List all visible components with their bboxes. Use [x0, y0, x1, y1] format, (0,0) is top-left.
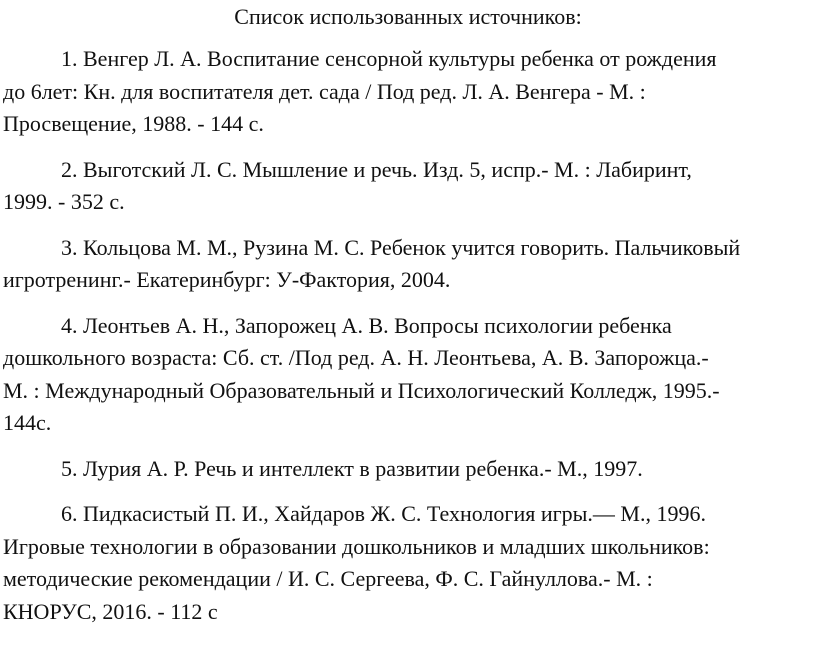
reference-6-line-3: методические рекомендации / И. С. Сергеева, Ф. С. Гайнуллова.- М. :: [3, 566, 653, 591]
reference-4-line-3: М. : Международный Образовательный и Психологический Колледж, 1995.-: [3, 377, 720, 403]
reference-4-line-4: 144с.: [3, 410, 52, 435]
document-title: Список использованных источников:: [234, 4, 582, 29]
reference-item-5: [3, 453, 813, 486]
reference-item-3: [3, 232, 813, 297]
reference-list: [3, 43, 813, 641]
reference-6-line-4: КНОРУС, 2016. - 112 с: [3, 598, 218, 624]
reference-1-line-1: 1. Венгер Л. А. Воспитание сенсорной культуры ребенка от рождения: [61, 46, 717, 71]
reference-4-line-1: 4. Леонтьев А. Н., Запорожец А. В. Вопросы психологии ребенка: [61, 312, 672, 338]
reference-3-line-2: игротренинг.- Екатеринбург: У-Фактория, 2004.: [3, 267, 451, 292]
reference-2-line-1: 2. Выготский Л. С. Мышление и речь. Изд. 5, испр.- М. : Лабиринт,: [61, 156, 692, 182]
reference-3-line-1: 3. Кольцова М. М., Рузина М. С. Ребенок учится говорить. Пальчиковый: [61, 234, 741, 260]
reference-2-line-2: 1999. - 352 с.: [3, 189, 125, 214]
reference-1-line-3: Просвещение, 1988. - 144 с.: [3, 111, 264, 136]
reference-item-4: [3, 310, 813, 440]
reference-6-line-2: Игровые технологии в образовании дошкольников и младших школьников:: [3, 533, 710, 559]
reference-item-1: [3, 43, 813, 141]
reference-1-line-2: до 6лет: Кн. для воспитателя дет. сада / Под ред. Л. А. Венгера - М. :: [3, 78, 646, 104]
reference-6-line-1: 6. Пидкасистый П. И., Хайдаров Ж. С. Технология игры.— М., 1996.: [61, 501, 706, 526]
reference-4-line-2: дошкольного возраста: Сб. ст. /Под ред. А. Н. Леонтьева, А. В. Запорожца.-: [3, 345, 709, 370]
reference-5-line-1: 5. Лурия А. Р. Речь и интеллект в развитии ребенка.- М., 1997.: [61, 455, 643, 481]
reference-item-2: [3, 154, 813, 219]
reference-item-6: [3, 498, 813, 628]
